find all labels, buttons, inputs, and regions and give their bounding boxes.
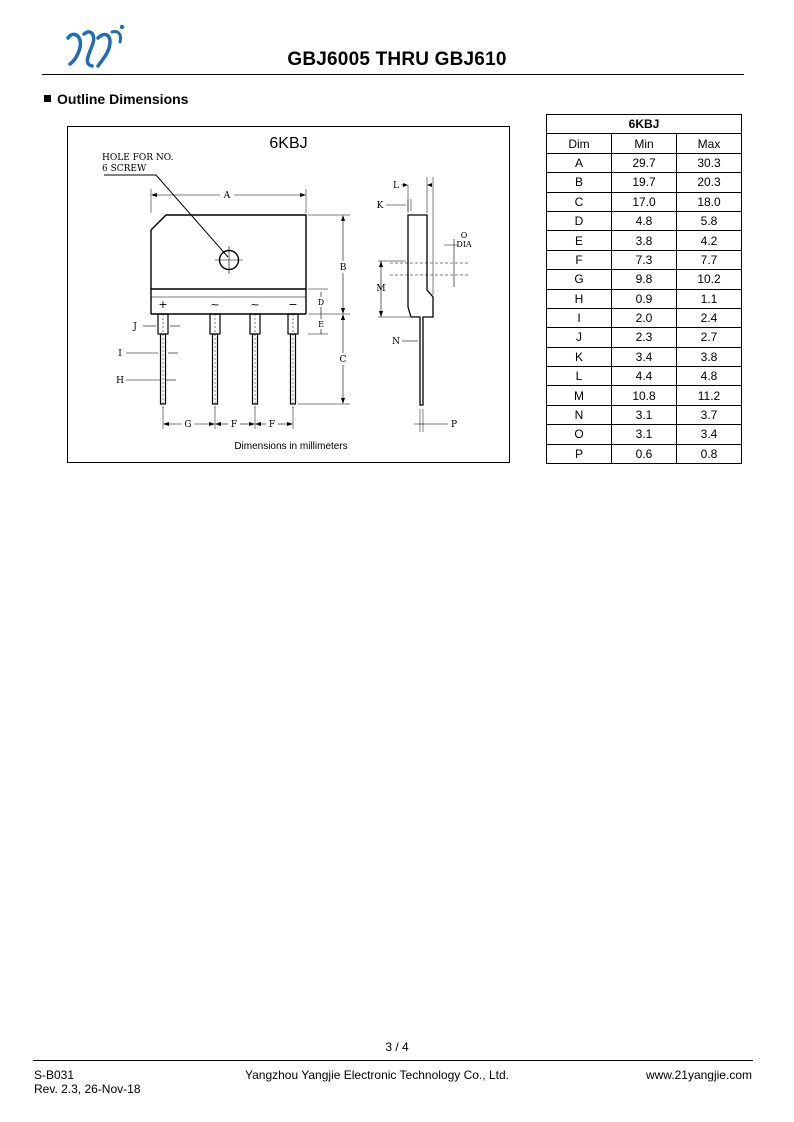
dim-cell: P	[547, 444, 612, 463]
table-row	[547, 347, 742, 366]
pin-mark-minus: −	[288, 298, 298, 311]
max-cell: 2.7	[677, 328, 742, 347]
table-row	[547, 425, 742, 444]
label-D: D	[317, 298, 325, 307]
table-row	[547, 231, 742, 250]
body-outline	[151, 215, 306, 289]
label-F1: F	[230, 420, 238, 430]
drawing-package-label: 6KBJ	[269, 135, 308, 152]
page-title: GBJ6005 THRU GBJ610	[287, 49, 507, 70]
section-heading	[44, 91, 188, 107]
website-link[interactable]: www.21yangjie.com	[645, 1068, 752, 1082]
dim-cell: H	[547, 289, 612, 308]
dim-cell: O	[547, 425, 612, 444]
max-cell: 0.8	[677, 444, 742, 463]
table-row	[547, 270, 742, 289]
dim-cell: E	[547, 231, 612, 250]
min-cell: 3.4	[612, 347, 677, 366]
label-I: I	[118, 349, 122, 359]
hole-note-line1: HOLE FOR NO.	[102, 153, 174, 163]
label-B: B	[339, 263, 347, 273]
table-row	[547, 328, 742, 347]
label-M: M	[376, 284, 386, 294]
label-P: P	[450, 420, 458, 430]
pins	[158, 314, 298, 404]
label-H: H	[116, 376, 124, 386]
pin-mark-plus: +	[158, 298, 168, 311]
dim-cell: F	[547, 250, 612, 269]
table-row	[547, 211, 742, 230]
hole-leader-line	[104, 175, 228, 257]
max-cell: 7.7	[677, 250, 742, 269]
dim-cell: A	[547, 153, 612, 172]
company-name: Yangzhou Yangjie Electronic Technology Co., Ltd.	[245, 1068, 509, 1082]
max-cell: 1.1	[677, 289, 742, 308]
max-cell: 3.4	[677, 425, 742, 444]
table-row	[547, 153, 742, 172]
min-cell: 29.7	[612, 153, 677, 172]
label-K: K	[376, 201, 384, 211]
min-cell: 17.0	[612, 192, 677, 211]
label-A: A	[223, 191, 231, 201]
dim-cell: J	[547, 328, 612, 347]
dimensions-table	[546, 114, 742, 464]
label-F2: F	[268, 420, 276, 430]
label-E: E	[318, 320, 324, 329]
min-cell: 4.4	[612, 367, 677, 386]
table-row	[547, 405, 742, 424]
max-cell: 18.0	[677, 192, 742, 211]
table-row	[547, 192, 742, 211]
bullet-square-icon	[44, 95, 51, 102]
package-outline-svg	[68, 127, 509, 462]
dim-cell: I	[547, 308, 612, 327]
label-N: N	[392, 337, 400, 347]
section-title: Outline Dimensions	[57, 91, 189, 107]
table-row	[547, 444, 742, 463]
max-cell: 10.2	[677, 270, 742, 289]
max-cell: 3.8	[677, 347, 742, 366]
label-G: G	[184, 420, 192, 430]
column-header-min: Min	[612, 134, 677, 153]
hole-note-line2: 6 SCREW	[102, 164, 147, 174]
min-cell: 0.6	[612, 444, 677, 463]
pin-mark-ac1: ~	[210, 298, 220, 311]
max-cell: 4.8	[677, 367, 742, 386]
table-row	[547, 386, 742, 405]
dim-cell: C	[547, 192, 612, 211]
table-row	[547, 308, 742, 327]
max-cell: 4.2	[677, 231, 742, 250]
table-row	[547, 173, 742, 192]
table-row	[547, 289, 742, 308]
min-cell: 9.8	[612, 270, 677, 289]
min-cell: 2.0	[612, 308, 677, 327]
label-L: L	[393, 181, 399, 191]
footer-divider	[33, 1060, 753, 1061]
column-header-max: Max	[677, 134, 742, 153]
page-number: 3 / 4	[385, 1040, 409, 1054]
min-cell: 10.8	[612, 386, 677, 405]
max-cell: 30.3	[677, 153, 742, 172]
dim-cell: K	[547, 347, 612, 366]
min-cell: 3.1	[612, 405, 677, 424]
min-cell: 3.1	[612, 425, 677, 444]
min-cell: 2.3	[612, 328, 677, 347]
max-cell: 3.7	[677, 405, 742, 424]
outline-drawing	[67, 126, 510, 463]
label-C: C	[339, 355, 347, 365]
dim-cell: L	[547, 367, 612, 386]
max-cell: 11.2	[677, 386, 742, 405]
label-J: J	[133, 322, 137, 332]
units-note: Dimensions in millimeters	[234, 441, 348, 452]
side-view-outline	[408, 215, 433, 405]
dim-cell: B	[547, 173, 612, 192]
table-package-header: 6KBJ	[547, 115, 742, 134]
revision: Rev. 2.3, 26-Nov-18	[34, 1082, 141, 1096]
label-O: O	[460, 231, 468, 240]
max-cell: 2.4	[677, 308, 742, 327]
label-DIA: DIA	[456, 240, 472, 249]
min-cell: 7.3	[612, 250, 677, 269]
column-header-dim: Dim	[547, 134, 612, 153]
max-cell: 5.8	[677, 211, 742, 230]
dim-cell: D	[547, 211, 612, 230]
title-divider	[42, 74, 744, 75]
footer-doc-info	[34, 1068, 141, 1096]
doc-code: S-B031	[34, 1068, 75, 1082]
min-cell: 19.7	[612, 173, 677, 192]
pin-polarity-marks	[158, 298, 297, 311]
dim-cell: N	[547, 405, 612, 424]
max-cell: 20.3	[677, 173, 742, 192]
min-cell: 4.8	[612, 211, 677, 230]
dim-cell: G	[547, 270, 612, 289]
min-cell: 0.9	[612, 289, 677, 308]
min-cell: 3.8	[612, 231, 677, 250]
table-header-row	[547, 134, 742, 153]
dim-cell: M	[547, 386, 612, 405]
pin-mark-ac2: ~	[250, 298, 260, 311]
table-row	[547, 367, 742, 386]
table-row	[547, 250, 742, 269]
